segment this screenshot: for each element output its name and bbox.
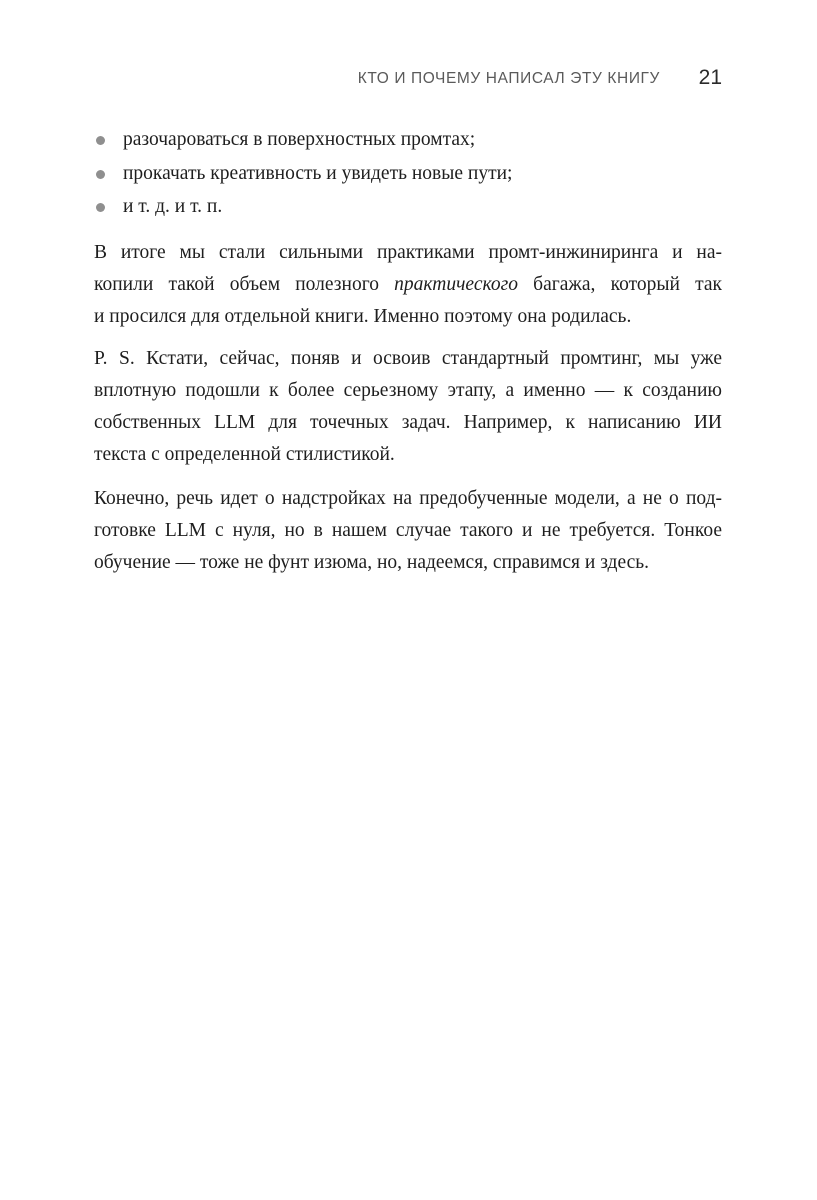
paragraph-fine-tuning	[94, 483, 722, 579]
body-text	[94, 124, 722, 579]
list-item-text: прокачать креативность и увидеть новые пути;	[123, 162, 513, 184]
bullet-list	[94, 124, 722, 223]
text-line: В итоге мы стали сильными практиками промт-инжиниринга и на-	[94, 242, 722, 263]
text-line: Конечно, речь идет о надстройках на предобученные модели, а не о под-	[94, 488, 722, 509]
list-item	[94, 158, 722, 190]
emphasized-word: практического	[394, 274, 518, 295]
text-segment: багажа, который так	[517, 274, 722, 295]
list-item	[94, 124, 722, 156]
text-line: обучение — тоже не фунт изюма, но, надеемся, справимся и здесь.	[94, 552, 650, 573]
text-line: P. S. Кстати, сейчас, поняв и освоив стандартный промтинг, мы уже	[94, 348, 722, 369]
bullet-dot-icon	[96, 136, 105, 145]
bullet-dot-icon	[96, 170, 105, 179]
running-header	[94, 66, 722, 96]
text-line: вплотную подошли к более серьезному этапу, а именно — к созданию	[94, 380, 722, 401]
running-title: КТО И ПОЧЕМУ НАПИСАЛ ЭТУ КНИГУ	[357, 70, 660, 87]
text-line: готовке LLM с нуля, но в нашем случае такого и не требуется. Тонкое	[94, 520, 722, 541]
bullet-dot-icon	[96, 203, 105, 212]
text-segment: копили такой объем полезного	[94, 274, 395, 295]
paragraph-postscript	[94, 343, 722, 471]
text-line	[94, 269, 722, 301]
text-line: текста с определенной стилистикой.	[94, 444, 395, 465]
page-number: 21	[698, 66, 722, 89]
text-line: собственных LLM для точечных задач. Например, к написанию ИИ	[94, 412, 722, 433]
list-item	[94, 191, 722, 223]
list-item-text: и т. д. и т. п.	[123, 196, 223, 217]
text-line: и просился для отдельной книги. Именно поэтому она родилась.	[94, 306, 632, 327]
paragraph-outcome	[94, 237, 722, 333]
list-item-text: разочароваться в поверхностных промтах;	[123, 129, 476, 150]
